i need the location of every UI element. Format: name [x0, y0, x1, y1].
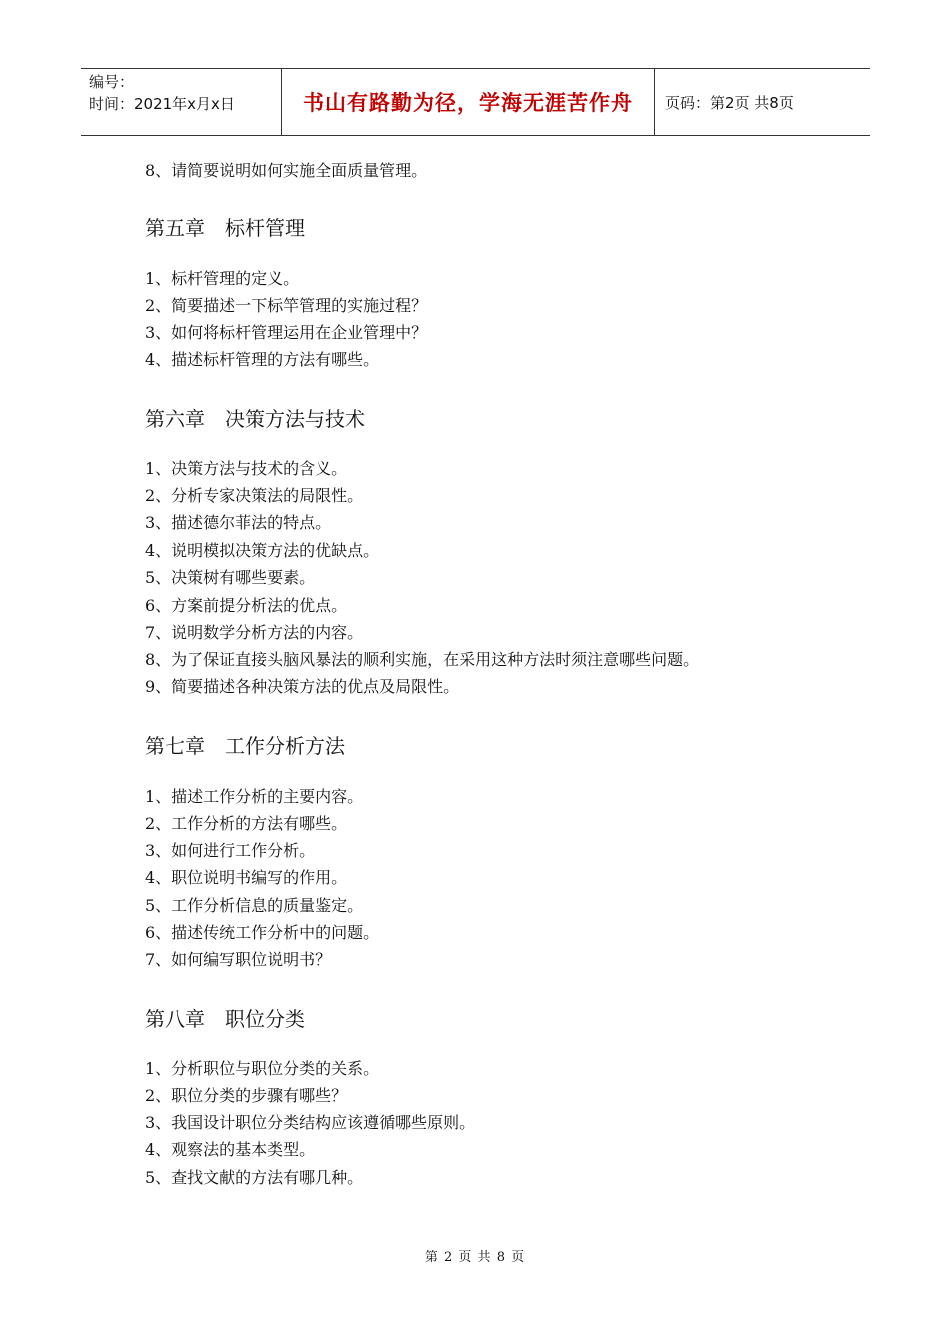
question-item: 3、如何进行工作分析。 [145, 841, 316, 860]
question-item: 3、我国设计职位分类结构应该遵循哪些原则。 [145, 1113, 476, 1132]
question-item: 4、观察法的基本类型。 [145, 1140, 316, 1159]
question-item: 5、决策树有哪些要素。 [145, 568, 316, 587]
question-item: 4、描述标杆管理的方法有哪些。 [145, 350, 380, 369]
question-item: 8、请简要说明如何实施全面质量管理。 [145, 161, 428, 180]
chapter-heading: 第五章 标杆管理 [145, 216, 305, 240]
page-footer: 第 2 页 共 8 页 [424, 1250, 526, 1265]
chapter-heading: 第七章 工作分析方法 [145, 734, 345, 758]
question-item: 7、说明数学分析方法的内容。 [145, 623, 364, 642]
question-item: 5、工作分析信息的质量鉴定。 [145, 896, 364, 915]
chapter-heading: 第八章 职位分类 [145, 1007, 305, 1031]
question-item: 2、简要描述一下标竿管理的实施过程？ [145, 296, 428, 315]
question-item: 2、职位分类的步骤有哪些？ [145, 1086, 348, 1105]
number-label: 编号： [89, 73, 135, 91]
question-item: 3、如何将标杆管理运用在企业管理中？ [145, 323, 428, 342]
question-item: 1、分析职位与职位分类的关系。 [145, 1059, 380, 1078]
header-motto-cell [282, 69, 655, 135]
question-item: 7、如何编写职位说明书？ [145, 950, 332, 969]
question-item: 4、职位说明书编写的作用。 [145, 868, 348, 887]
question-item: 5、查找文献的方法有哪几种。 [145, 1168, 364, 1187]
question-item: 1、标杆管理的定义。 [145, 269, 300, 288]
question-item: 9、简要描述各种决策方法的优点及局限性。 [145, 677, 460, 696]
question-item: 1、决策方法与技术的含义。 [145, 459, 348, 478]
question-item: 4、说明模拟决策方法的优缺点。 [145, 541, 380, 560]
page-header [81, 68, 870, 136]
header-page-cell [655, 69, 870, 135]
question-item: 2、工作分析的方法有哪些。 [145, 814, 348, 833]
page-info: 页码：第2页 共8页 [665, 93, 794, 112]
question-item: 3、描述德尔菲法的特点。 [145, 513, 332, 532]
question-item: 2、分析专家决策法的局限性。 [145, 486, 364, 505]
motto-text: 书山有路勤为径，学海无涯苦作舟 [303, 91, 633, 115]
chapter-heading: 第六章 决策方法与技术 [145, 407, 365, 431]
question-item: 1、描述工作分析的主要内容。 [145, 787, 364, 806]
time-label: 时间：2021年x月x日 [89, 95, 235, 113]
question-item: 6、描述传统工作分析中的问题。 [145, 923, 380, 942]
header-meta-cell [81, 69, 282, 135]
question-item: 8、为了保证直接头脑风暴法的顺利实施，在采用这种方法时须注意哪些问题。 [145, 650, 700, 669]
question-item: 6、方案前提分析法的优点。 [145, 596, 348, 615]
